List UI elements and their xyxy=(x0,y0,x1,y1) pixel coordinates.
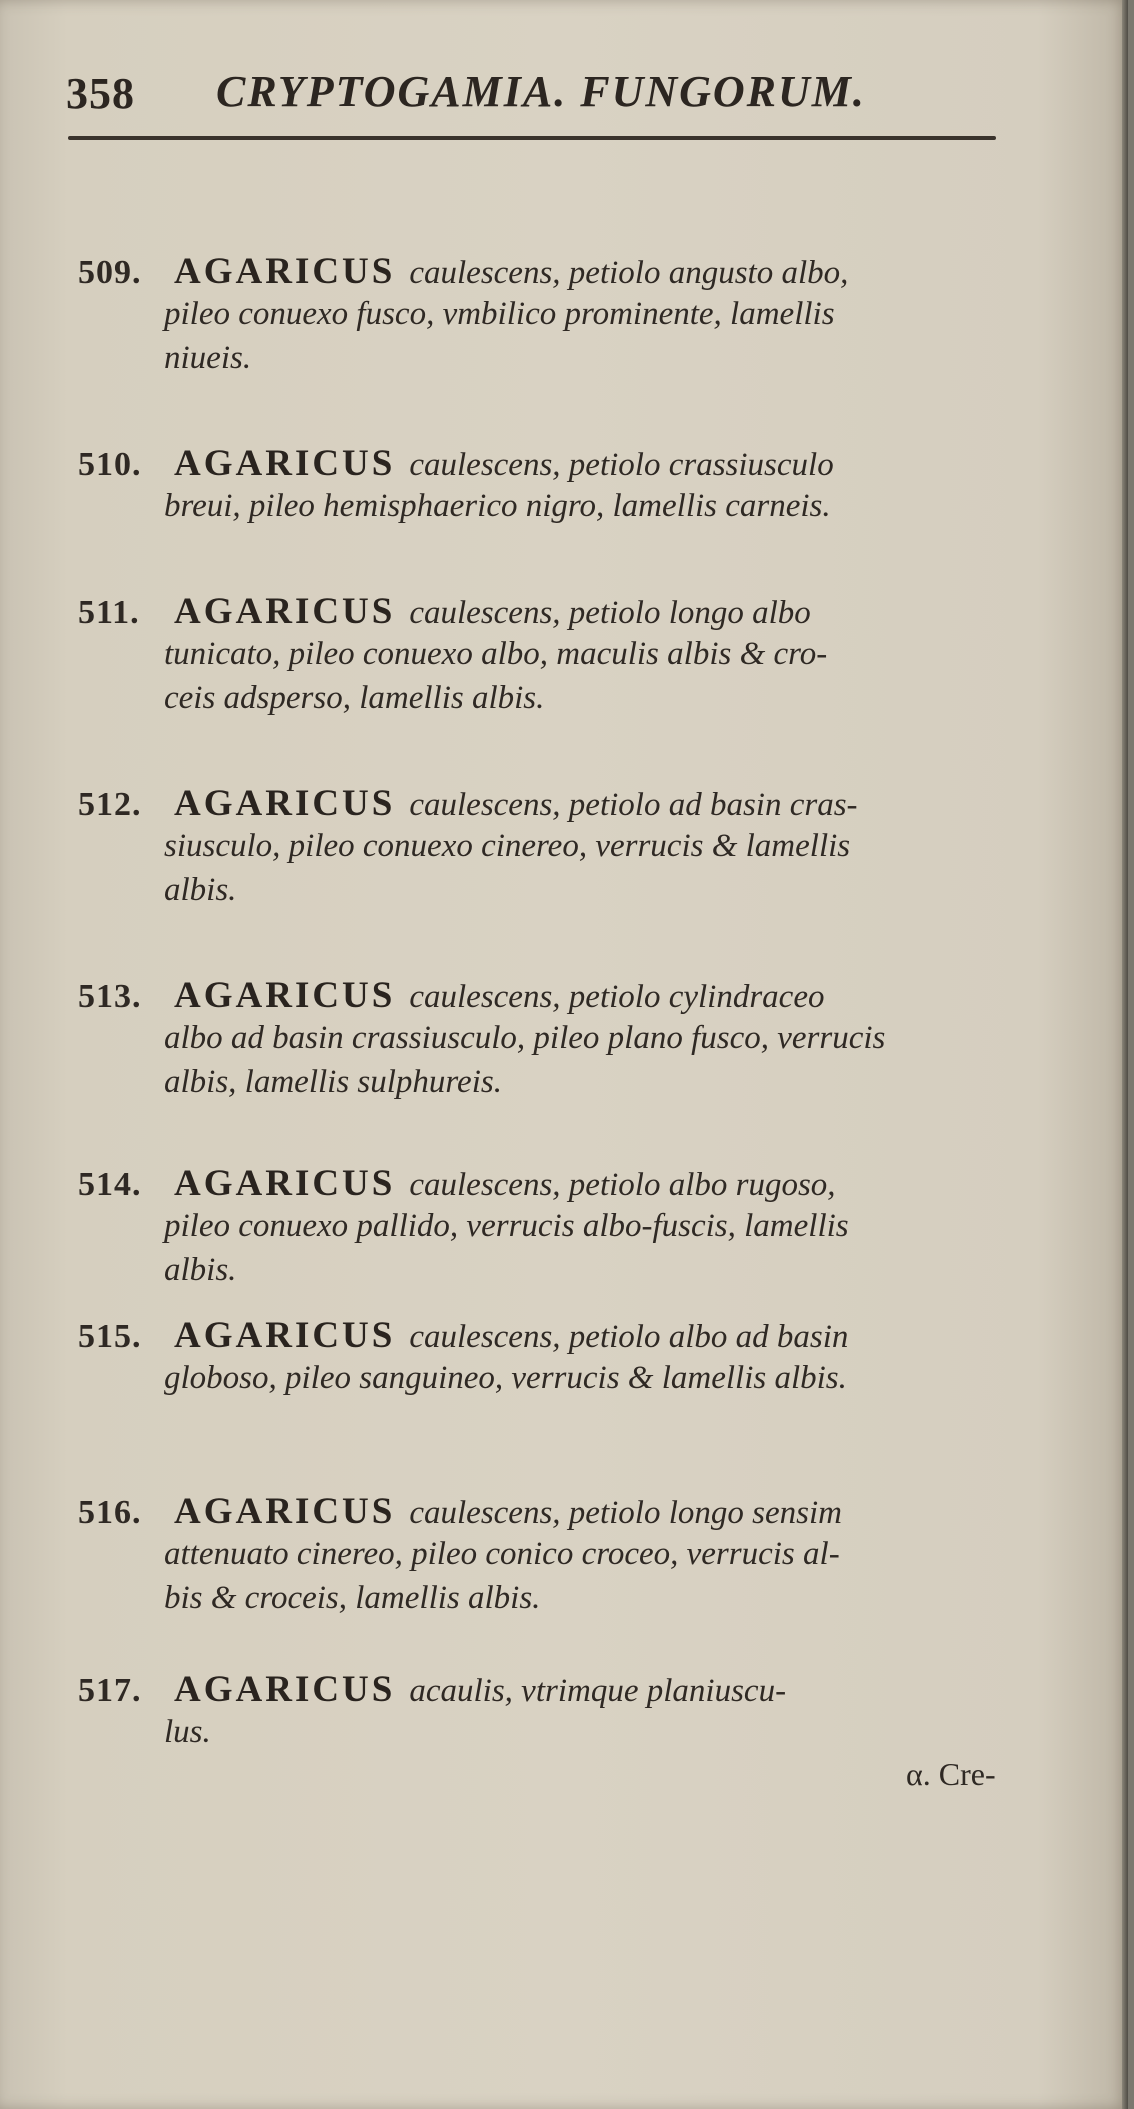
entry-text-line: caulescens, petiolo cylindraceo xyxy=(409,979,825,1015)
entry-text-line: caulescens, petiolo ad basin cras- xyxy=(409,787,858,823)
entry-number: 510. xyxy=(78,446,142,483)
genus-name: AGARICUS xyxy=(174,1315,396,1356)
entry-number: 512. xyxy=(78,786,142,823)
entry-first-line xyxy=(174,250,848,293)
entry-number: 511. xyxy=(78,594,140,631)
entry-number: 514. xyxy=(78,1166,142,1203)
entry-text-line: albis. xyxy=(164,1252,237,1288)
genus-name: AGARICUS xyxy=(174,1491,396,1532)
entry-text-line: pileo conuexo pallido, verrucis albo-fuscis, lamellis xyxy=(164,1208,849,1244)
entry-first-line xyxy=(174,1162,836,1205)
entry-text-line: albis, lamellis sulphureis. xyxy=(164,1064,502,1100)
entry-text-line: tunicato, pileo conuexo albo, maculis albis & cro- xyxy=(164,636,828,672)
entry-text-line: caulescens, petiolo crassiusculo xyxy=(409,447,834,483)
entry-text-line: caulescens, petiolo longo albo xyxy=(409,595,811,631)
entry-text-line: albis. xyxy=(164,872,237,908)
entry-text-line: globoso, pileo sanguineo, verrucis & lamellis albis. xyxy=(164,1360,847,1396)
entry-first-line xyxy=(174,1490,842,1533)
entry-text-line: caulescens, petiolo albo rugoso, xyxy=(409,1167,836,1203)
entry-first-line xyxy=(174,974,824,1017)
genus-name: AGARICUS xyxy=(174,975,396,1016)
entry-number: 513. xyxy=(78,978,142,1015)
genus-name: AGARICUS xyxy=(174,1163,396,1204)
genus-name: AGARICUS xyxy=(174,783,396,824)
entry-text-line: lus. xyxy=(164,1714,211,1750)
entry-number: 516. xyxy=(78,1494,142,1531)
genus-name: AGARICUS xyxy=(174,1669,396,1710)
genus-name: AGARICUS xyxy=(174,443,396,484)
catchword: α. Cre- xyxy=(906,1756,996,1792)
entry-text-line: siusculo, pileo conuexo cinereo, verrucis & lamellis xyxy=(164,828,851,864)
running-head: CRYPTOGAMIA. FUNGORUM. xyxy=(216,67,866,116)
entry-number: 509. xyxy=(78,254,142,291)
entry-text-line: breui, pileo hemisphaerico nigro, lamellis carneis. xyxy=(164,488,831,524)
page-edge xyxy=(1122,0,1128,2109)
entry-first-line xyxy=(174,590,811,633)
entry-text-line: attenuato cinereo, pileo conico croceo, verrucis al- xyxy=(164,1536,840,1572)
entry-text-line: pileo conuexo fusco, vmbilico prominente, lamellis xyxy=(164,296,835,332)
page-number: 358 xyxy=(66,69,135,118)
entry-text-line: bis & croceis, lamellis albis. xyxy=(164,1580,541,1616)
entry-text-line: caulescens, petiolo angusto albo, xyxy=(409,255,849,291)
entry-first-line xyxy=(174,782,858,825)
header-rule xyxy=(68,136,996,140)
entry-number: 515. xyxy=(78,1318,142,1355)
entry-text-line: caulescens, petiolo albo ad basin xyxy=(409,1319,849,1355)
entry-first-line xyxy=(174,1668,786,1711)
entry-first-line xyxy=(174,442,834,485)
entry-text-line: acaulis, vtrimque planiuscu- xyxy=(409,1673,787,1709)
genus-name: AGARICUS xyxy=(174,251,396,292)
entry-text-line: niueis. xyxy=(164,340,252,376)
entry-first-line xyxy=(174,1314,848,1357)
entry-text-line: albo ad basin crassiusculo, pileo plano fusco, verrucis xyxy=(164,1020,886,1056)
entry-number: 517. xyxy=(78,1672,142,1709)
page-header xyxy=(66,62,1006,122)
entry-text-line: ceis adsperso, lamellis albis. xyxy=(164,680,545,716)
genus-name: AGARICUS xyxy=(174,591,396,632)
entry-text-line: caulescens, petiolo longo sensim xyxy=(409,1495,842,1531)
